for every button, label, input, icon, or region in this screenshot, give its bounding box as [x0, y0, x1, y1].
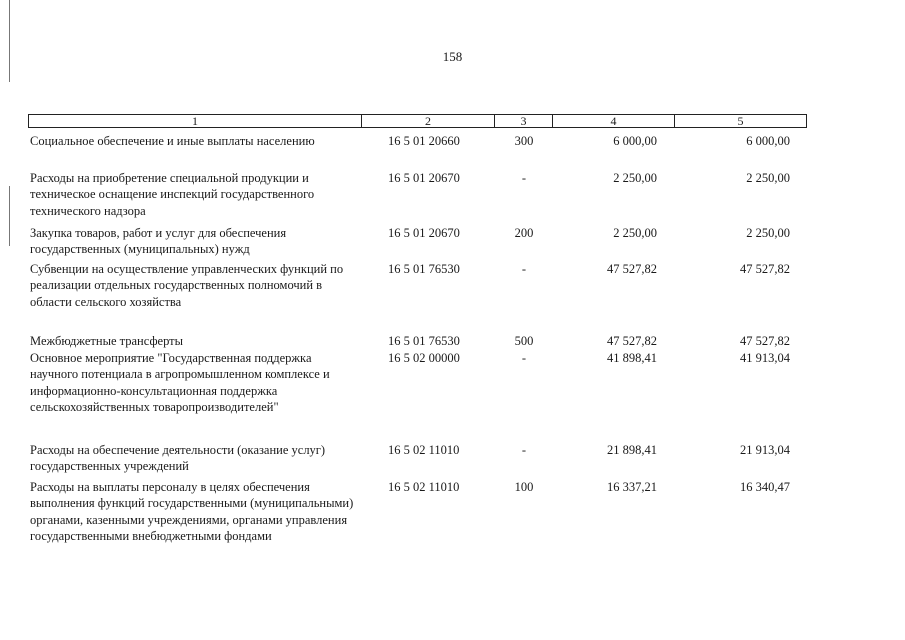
- column-header-1: 1: [28, 114, 362, 128]
- row-value-2: 47 527,82: [740, 334, 790, 348]
- row-code: 16 5 02 11010: [388, 443, 460, 457]
- row-code: 16 5 01 20660: [388, 134, 460, 148]
- row-name: Социальное обеспечение и иные выплаты населению: [30, 134, 315, 148]
- row-value-1: 41 898,41: [607, 351, 657, 365]
- row-value-1: 47 527,82: [607, 262, 657, 276]
- row-expense-type: 500: [514, 334, 534, 348]
- row-value-2: 41 913,04: [740, 351, 790, 365]
- row-value-1: 6 000,00: [613, 134, 657, 148]
- row-code: 16 5 01 20670: [388, 171, 460, 185]
- row-name: Расходы на обеспечение деятельности (оказание услуг) государственных учреждений: [30, 443, 326, 474]
- row-name: Субвенции на осуществление управленческих функций по реализации отдельных государственных полномочий в области сельского хозяйства: [30, 262, 344, 309]
- row-name: Расходы на приобретение специальной продукции и техническое оснащение инспекций государственного технического надзора: [30, 171, 315, 218]
- page-number: 158: [442, 49, 463, 64]
- row-expense-type: -: [521, 262, 527, 276]
- row-code: 16 5 01 20670: [388, 226, 460, 240]
- row-value-2: 6 000,00: [746, 134, 790, 148]
- row-value-2: 2 250,00: [746, 226, 790, 240]
- scan-edge-line: [9, 186, 10, 246]
- row-value-2: 47 527,82: [740, 262, 790, 276]
- column-header-2: 2: [361, 114, 495, 128]
- row-name: Межбюджетные трансферты: [30, 334, 184, 348]
- row-name: Расходы на выплаты персоналу в целях обеспечения выполнения функций государственными (муниципальными) органами, казенными учреждениями, органами управления государственными внебюджетными фондами: [30, 480, 354, 543]
- row-expense-type: 100: [514, 480, 534, 494]
- row-code: 16 5 02 00000: [388, 351, 460, 365]
- row-expense-type: -: [521, 171, 527, 185]
- row-value-1: 47 527,82: [607, 334, 657, 348]
- row-value-1: 21 898,41: [607, 443, 657, 457]
- row-name: Основное мероприятие "Государственная поддержка научного потенциала в агропромышленном комплексе и информационно-консультационная поддержка сельскохозяйственных товаропроизводителей": [30, 351, 330, 414]
- row-name: Закупка товаров, работ и услуг для обеспечения государственных (муниципальных) нужд: [30, 226, 287, 257]
- row-code: 16 5 02 11010: [388, 480, 460, 494]
- column-header-3: 3: [494, 114, 553, 128]
- row-code: 16 5 01 76530: [388, 262, 460, 276]
- row-value-1: 2 250,00: [613, 171, 657, 185]
- row-value-1: 2 250,00: [613, 226, 657, 240]
- row-value-2: 16 340,47: [740, 480, 790, 494]
- scan-edge-line: [9, 0, 10, 82]
- row-expense-type: 200: [514, 226, 534, 240]
- row-expense-type: -: [521, 351, 527, 365]
- row-code: 16 5 01 76530: [388, 334, 460, 348]
- row-value-2: 2 250,00: [746, 171, 790, 185]
- column-header-5: 5: [674, 114, 807, 128]
- row-expense-type: -: [521, 443, 527, 457]
- column-header-4: 4: [552, 114, 675, 128]
- row-expense-type: 300: [514, 134, 534, 148]
- row-value-2: 21 913,04: [740, 443, 790, 457]
- row-value-1: 16 337,21: [607, 480, 657, 494]
